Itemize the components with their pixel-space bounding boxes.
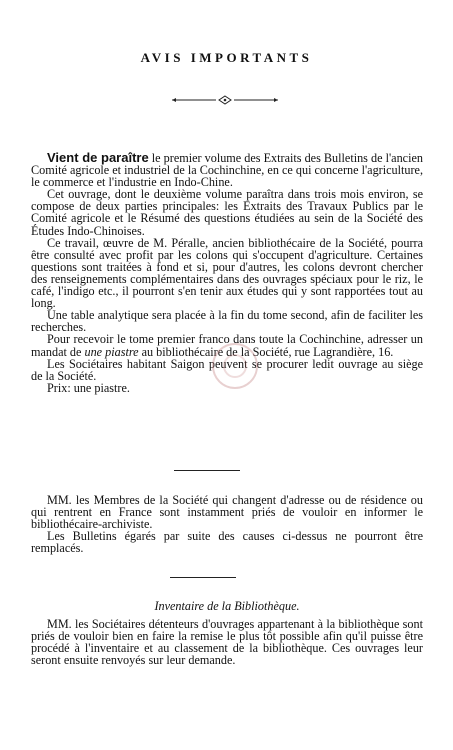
lead-phrase: Vient de paraître <box>47 150 149 165</box>
notice-library-inventory <box>31 600 423 666</box>
paragraph-price: Prix: une piastre. <box>47 380 130 395</box>
paragraph-index: Une table analytique sera placée à la fin du tome second, afin de faciliter les recherches. <box>31 308 423 335</box>
paragraph-text: le premier volume des Extraits des Bulletins de l'ancien Comité agricole et industriel de la Cochinchine, en ce qui concerne l'agriculture, le commerce et l'industrie en Indo-Chine. <box>31 151 423 190</box>
ordering-text-b: au bibliothécaire de la Société, rue Lagrandière, 16. <box>138 344 394 359</box>
paragraph-saigon: Les Sociétaires habitant Saigon peuvent se procurer ledit ouvrage au siège de la Société. <box>31 356 423 383</box>
section-divider <box>174 470 240 471</box>
library-stamp-watermark <box>212 343 258 389</box>
paragraph-address: MM. les Membres de la Société qui changent d'adresse ou de résidence ou qui rentrent en France sont instamment priés de vouloir en informer le bibliothécaire-archiviste. <box>31 493 423 532</box>
ordering-text-a: Pour recevoir le tome premier franco dans toute la Cochinchine, adresser un mandat de <box>31 332 423 359</box>
paragraph-announcement <box>31 152 423 188</box>
page-title: AVIS IMPORTANTS <box>140 50 313 65</box>
section-divider <box>170 577 236 578</box>
paragraph-lost-bulletins: Les Bulletins égarés par suite des causes ci-dessus ne pourront être remplacés. <box>31 529 423 556</box>
paragraph-inventory: MM. les Sociétaires détenteurs d'ouvrages appartenant à la bibliothèque sont priés de vouloir bien en faire la remise le plus tôt possible afin qu'il puisse être procédé à l'inventaire et au classement de la bibliothèque. Ces ouvrages leur seront ensuite renvoyés sur leur demande. <box>31 617 423 668</box>
ordering-price-italic: une piastre <box>84 344 139 359</box>
notice-address-change <box>31 494 423 554</box>
paragraph-contents: Cet ouvrage, dont le deuxième volume paraîtra dans trois mois environ, se compose de deux parties principales: les Extraits des Travaux Publics par le Comité agricole et le Résumé des questions étudiées au sein de la Société des Études Indo-Chinoises. <box>31 187 423 238</box>
ornament-divider-icon <box>170 95 280 105</box>
inventory-heading: Inventaire de la Bibliothèque. <box>154 599 300 613</box>
paragraph-author: Ce travail, œuvre de M. Péralle, ancien bibliothécaire de la Société, pourra être consulté avec profit par les colons qui s'occupent d'agriculture. Certaines questions sont traitées à fond et si, pour d'autres, les colons devront chercher des renseignements complémentaires dans des ouvrages spéciaux pour le riz, le café, l'indigo etc., il pourront s'en tenir aux études qui y sont rapportées tout au long. <box>31 235 423 311</box>
